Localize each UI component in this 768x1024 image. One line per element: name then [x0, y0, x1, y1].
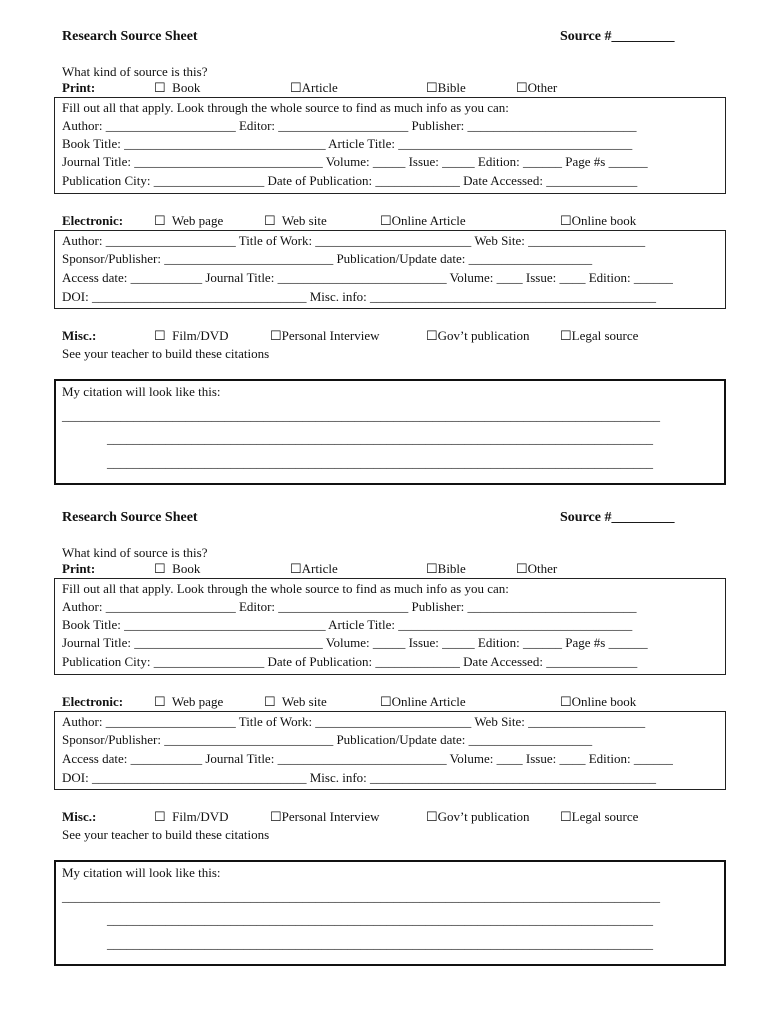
citation-line-3[interactable]: ____________________________________________________________________________________ [107, 455, 653, 470]
electronic-details-box [54, 711, 726, 790]
print-line-publication-city[interactable]: Publication City: _________________ Date of Publication: _____________ Date Accessed: ______________ [62, 173, 638, 188]
checkbox-personal-interview[interactable]: ☐Personal Interview [270, 809, 380, 824]
print-details-box [54, 578, 726, 675]
research-source-sheet-1 [0, 0, 768, 490]
print-line-author[interactable]: Author: ____________________ Editor: ____________________ Publisher: __________________________ [62, 118, 637, 133]
checkbox-film-dvd[interactable]: ☐ Film/DVD [154, 809, 229, 824]
checkbox-book[interactable]: ☐ Book [154, 80, 201, 95]
checkbox-govt-publication[interactable]: ☐Gov’t publication [426, 809, 530, 824]
misc-note: See your teacher to build these citations [62, 346, 270, 361]
citation-line-3[interactable]: ____________________________________________________________________________________ [107, 936, 653, 951]
checkbox-online-book[interactable]: ☐Online book [560, 213, 637, 228]
print-instructions: Fill out all that apply. Look through the whole source to find as much info as you can: [62, 581, 509, 596]
checkbox-web-site[interactable]: ☐ Web site [264, 694, 327, 709]
checkbox-bible[interactable]: ☐Bible [426, 80, 466, 95]
sheet-title: Research Source Sheet [62, 29, 198, 44]
checkbox-web-page[interactable]: ☐ Web page [154, 694, 224, 709]
research-source-sheet-2 [0, 481, 768, 971]
checkbox-personal-interview[interactable]: ☐Personal Interview [270, 328, 380, 343]
print-line-journal-title[interactable]: Journal Title: _____________________________ Volume: _____ Issue: _____ Edition: ______ Page #s ______ [62, 635, 648, 650]
checkbox-film-dvd[interactable]: ☐ Film/DVD [154, 328, 229, 343]
citation-label: My citation will look like this: [62, 865, 221, 880]
electronic-label: Electronic: [62, 213, 124, 228]
citation-line-1[interactable]: ____________________________________________________________________________________________ [62, 889, 660, 904]
checkbox-other[interactable]: ☐Other [516, 80, 558, 95]
print-line-book-title[interactable]: Book Title: _______________________________ Article Title: ____________________________________ [62, 617, 633, 632]
checkbox-article[interactable]: ☐Article [290, 561, 338, 576]
print-line-publication-city[interactable]: Publication City: _________________ Date of Publication: _____________ Date Accessed: ______________ [62, 654, 638, 669]
source-number-field[interactable]: Source #_________ [560, 29, 675, 44]
print-line-book-title[interactable]: Book Title: _______________________________ Article Title: ____________________________________ [62, 136, 633, 151]
electronic-line-doi[interactable]: DOI: _________________________________ Misc. info: ____________________________________________ [62, 770, 657, 785]
print-details-box [54, 97, 726, 194]
citation-label: My citation will look like this: [62, 384, 221, 399]
source-type-question: What kind of source is this? [62, 545, 208, 560]
print-line-journal-title[interactable]: Journal Title: _____________________________ Volume: _____ Issue: _____ Edition: ______ Page #s ______ [62, 154, 648, 169]
citation-box [54, 379, 726, 485]
checkbox-legal-source[interactable]: ☐Legal source [560, 328, 639, 343]
misc-label: Misc.: [62, 328, 97, 343]
electronic-label: Electronic: [62, 694, 124, 709]
citation-box [54, 860, 726, 966]
print-instructions: Fill out all that apply. Look through the whole source to find as much info as you can: [62, 100, 509, 115]
citation-line-2[interactable]: ____________________________________________________________________________________ [107, 431, 653, 446]
checkbox-govt-publication[interactable]: ☐Gov’t publication [426, 328, 530, 343]
checkbox-book[interactable]: ☐ Book [154, 561, 201, 576]
print-label: Print: [62, 80, 96, 95]
citation-line-2[interactable]: ____________________________________________________________________________________ [107, 912, 653, 927]
checkbox-article[interactable]: ☐Article [290, 80, 338, 95]
electronic-line-sponsor[interactable]: Sponsor/Publisher: __________________________ Publication/Update date: ___________________ [62, 732, 593, 747]
misc-label: Misc.: [62, 809, 97, 824]
sheet-title: Research Source Sheet [62, 510, 198, 525]
checkbox-online-article[interactable]: ☐Online Article [380, 213, 466, 228]
checkbox-legal-source[interactable]: ☐Legal source [560, 809, 639, 824]
electronic-line-sponsor[interactable]: Sponsor/Publisher: __________________________ Publication/Update date: ___________________ [62, 251, 593, 266]
print-line-author[interactable]: Author: ____________________ Editor: ____________________ Publisher: __________________________ [62, 599, 637, 614]
checkbox-web-page[interactable]: ☐ Web page [154, 213, 224, 228]
electronic-line-author[interactable]: Author: ____________________ Title of Work: ________________________ Web Site: __________________ [62, 233, 646, 248]
source-number-field[interactable]: Source #_________ [560, 510, 675, 525]
electronic-line-access-date[interactable]: Access date: ___________ Journal Title: __________________________ Volume: ____ Issue: ____ Edition: ______ [62, 270, 673, 285]
checkbox-web-site[interactable]: ☐ Web site [264, 213, 327, 228]
print-label: Print: [62, 561, 96, 576]
checkbox-online-book[interactable]: ☐Online book [560, 694, 637, 709]
checkbox-other[interactable]: ☐Other [516, 561, 558, 576]
electronic-line-author[interactable]: Author: ____________________ Title of Work: ________________________ Web Site: __________________ [62, 714, 646, 729]
checkbox-bible[interactable]: ☐Bible [426, 561, 466, 576]
checkbox-online-article[interactable]: ☐Online Article [380, 694, 466, 709]
electronic-line-access-date[interactable]: Access date: ___________ Journal Title: __________________________ Volume: ____ Issue: ____ Edition: ______ [62, 751, 673, 766]
citation-line-1[interactable]: ____________________________________________________________________________________________ [62, 408, 660, 423]
source-type-question: What kind of source is this? [62, 64, 208, 79]
electronic-line-doi[interactable]: DOI: _________________________________ Misc. info: ____________________________________________ [62, 289, 657, 304]
electronic-details-box [54, 230, 726, 309]
misc-note: See your teacher to build these citations [62, 827, 270, 842]
